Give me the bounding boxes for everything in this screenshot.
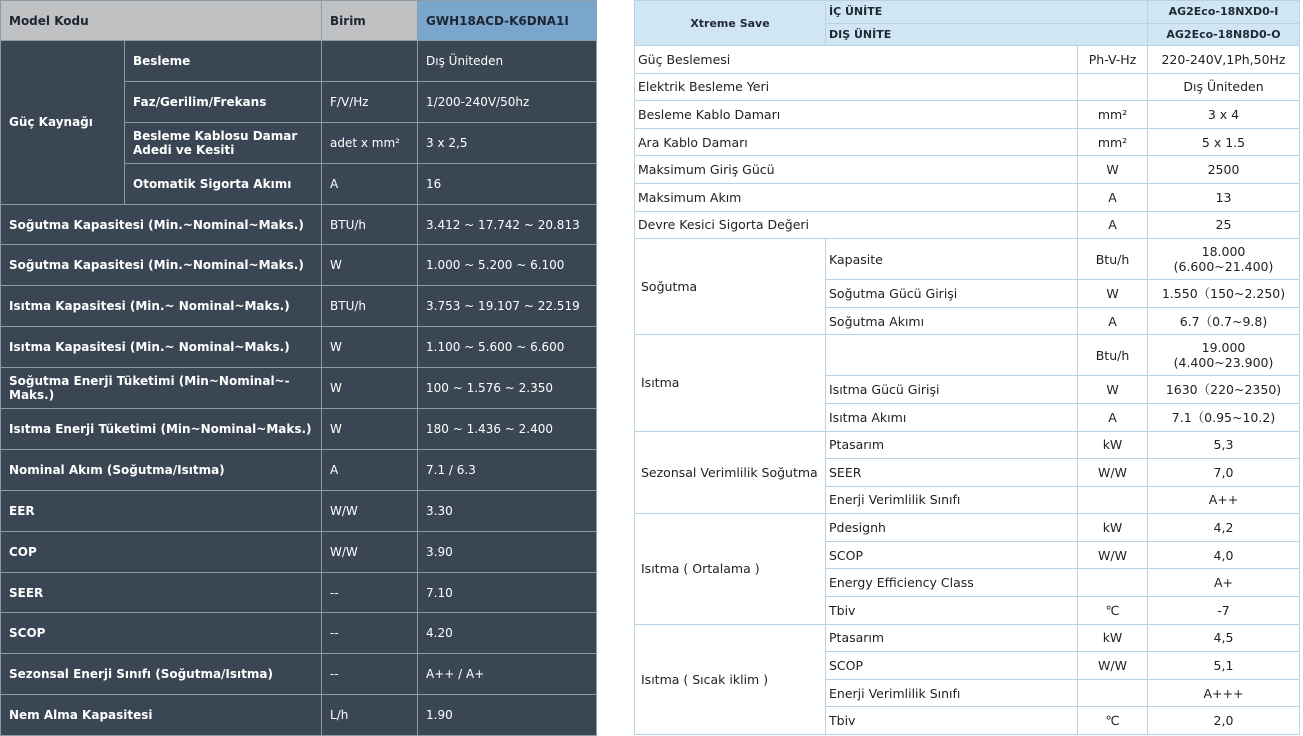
row-value: 3 x 2,5: [418, 122, 597, 163]
row-label: Isıtma Enerji Tüketimi (Min~Nominal~Maks.): [1, 409, 322, 450]
row-unit: W: [322, 327, 418, 368]
table-row: [1, 286, 597, 327]
row-value: [1148, 335, 1300, 376]
row-label: Besleme Kablo Damarı: [635, 101, 1078, 129]
row-label: SEER: [826, 459, 1078, 487]
row-unit: L/h: [322, 695, 418, 736]
table-row: [1, 490, 597, 531]
outdoor-unit-label: DIŞ ÜNİTE: [826, 23, 1148, 46]
row-value: 180 ~ 1.436 ~ 2.400: [418, 409, 597, 450]
row-unit: --: [322, 654, 418, 695]
row-value: Dış Üniteden: [1148, 73, 1300, 101]
row-label: Soğutma Akımı: [826, 307, 1078, 335]
row-unit: Btu/h: [1078, 239, 1148, 280]
row-unit: mm²: [1078, 128, 1148, 156]
group-label-heating: Isıtma: [635, 335, 826, 431]
row-unit: kW: [1078, 514, 1148, 542]
group-label-seasonal-cooling: Sezonsal Verimlilik Soğutma: [635, 431, 826, 514]
row-label: Faz/Gerilim/Frekans: [125, 81, 322, 122]
row-unit: [1078, 486, 1148, 514]
table-row: [635, 239, 1300, 280]
table-row: [1, 368, 597, 409]
row-unit: ℃: [1078, 596, 1148, 624]
table-row: [1, 613, 597, 654]
table-row: [1, 449, 597, 490]
row-label: Enerji Verimlilik Sınıfı: [826, 679, 1078, 707]
row-value-range: (6.600~21.400): [1173, 259, 1274, 275]
row-unit: W: [1078, 280, 1148, 308]
row-value: 3 x 4: [1148, 101, 1300, 129]
row-label: Isıtma Kapasitesi (Min.~ Nominal~Maks.): [1, 286, 322, 327]
row-value: 1.550（150~2.250): [1148, 280, 1300, 308]
row-unit: A: [1078, 307, 1148, 335]
row-label: Nominal Akım (Soğutma/Isıtma): [1, 449, 322, 490]
row-unit: BTU/h: [322, 286, 418, 327]
row-unit: Ph-V-Hz: [1078, 46, 1148, 74]
row-unit: W: [322, 368, 418, 409]
row-value: 7.10: [418, 572, 597, 613]
row-label: SCOP: [826, 541, 1078, 569]
row-value: 5,1: [1148, 652, 1300, 680]
row-unit: F/V/Hz: [322, 81, 418, 122]
row-label: Soğutma Gücü Girişi: [826, 280, 1078, 308]
row-unit: [322, 41, 418, 82]
row-label: Tbiv: [826, 596, 1078, 624]
row-label: Kapasite: [826, 239, 1078, 280]
table-row: [635, 73, 1300, 101]
row-unit: [1078, 73, 1148, 101]
row-unit: W/W: [322, 531, 418, 572]
row-unit: W: [1078, 156, 1148, 184]
row-label: Ptasarım: [826, 624, 1078, 652]
row-label: Besleme: [125, 41, 322, 82]
table-row: [1, 245, 597, 286]
left-header-row: [1, 1, 597, 41]
row-value: -7: [1148, 596, 1300, 624]
power-group-label: Güç Kaynağı: [1, 41, 125, 205]
left-spec-table: [0, 0, 597, 736]
row-label: Ptasarım: [826, 431, 1078, 459]
table-row: [635, 431, 1300, 459]
row-unit: BTU/h: [322, 204, 418, 245]
row-label: EER: [1, 490, 322, 531]
row-value: 7,0: [1148, 459, 1300, 487]
row-label: Enerji Verimlilik Sınıfı: [826, 486, 1078, 514]
row-unit: [1078, 679, 1148, 707]
right-header-row: [635, 1, 1300, 24]
row-value: 3.30: [418, 490, 597, 531]
row-value: 4.20: [418, 613, 597, 654]
row-unit: kW: [1078, 624, 1148, 652]
row-value: A+: [1148, 569, 1300, 597]
row-unit: A: [1078, 211, 1148, 239]
row-label: Soğutma Enerji Tüketimi (Min~Nominal~-Maks.): [1, 368, 322, 409]
outdoor-unit-model: AG2Eco-18N8D0-O: [1148, 23, 1300, 46]
row-label: Pdesignh: [826, 514, 1078, 542]
model-name-header: GWH18ACD-K6DNA1I: [418, 1, 597, 41]
row-value: 100 ~ 1.576 ~ 2.350: [418, 368, 597, 409]
table-row: [1, 204, 597, 245]
row-value-line: 19.000: [1201, 340, 1246, 356]
row-value: 13: [1148, 184, 1300, 212]
row-unit: A: [322, 163, 418, 204]
row-value-range: (4.400~23.900): [1173, 355, 1274, 371]
indoor-unit-model: AG2Eco-18NXD0-I: [1148, 1, 1300, 24]
row-value: 7.1 / 6.3: [418, 449, 597, 490]
row-value: Dış Üniteden: [418, 41, 597, 82]
group-label-heating-warm-climate: Isıtma ( Sıcak iklim ): [635, 624, 826, 734]
row-label: Ara Kablo Damarı: [635, 128, 1078, 156]
row-unit: [1078, 569, 1148, 597]
row-label: Sezonsal Enerji Sınıfı (Soğutma/Isıtma): [1, 654, 322, 695]
row-value: 1630（220~2350): [1148, 376, 1300, 404]
row-unit: ℃: [1078, 707, 1148, 735]
row-label: Otomatik Sigorta Akımı: [125, 163, 322, 204]
table-row: [1, 654, 597, 695]
row-value-line: 18.000: [1201, 244, 1246, 260]
group-label-cooling: Soğutma: [635, 239, 826, 335]
row-label: Güç Beslemesi: [635, 46, 1078, 74]
row-value: A++: [1148, 486, 1300, 514]
row-value: 5,3: [1148, 431, 1300, 459]
row-value: 16: [418, 163, 597, 204]
table-row: [1, 41, 597, 82]
row-value: 1/200-240V/50hz: [418, 81, 597, 122]
row-unit: W: [1078, 376, 1148, 404]
table-row: [635, 156, 1300, 184]
row-value: [1148, 239, 1300, 280]
row-unit: Btu/h: [1078, 335, 1148, 376]
row-value: 2,0: [1148, 707, 1300, 735]
row-label: Soğutma Kapasitesi (Min.~Nominal~Maks.): [1, 204, 322, 245]
table-row: [635, 128, 1300, 156]
row-unit: W/W: [1078, 652, 1148, 680]
row-label: Nem Alma Kapasitesi: [1, 695, 322, 736]
table-row: [635, 184, 1300, 212]
model-code-header: Model Kodu: [1, 1, 322, 41]
right-spec-table: [634, 0, 1300, 735]
table-row: [635, 46, 1300, 74]
table-row: [635, 514, 1300, 542]
table-row: [635, 335, 1300, 376]
row-label: Energy Efficiency Class: [826, 569, 1078, 597]
row-value: 3.412 ~ 17.742 ~ 20.813: [418, 204, 597, 245]
row-label: Isıtma Kapasitesi (Min.~ Nominal~Maks.): [1, 327, 322, 368]
row-unit: --: [322, 613, 418, 654]
row-label: SEER: [1, 572, 322, 613]
row-label: SCOP: [1, 613, 322, 654]
row-unit: W/W: [322, 490, 418, 531]
row-label: Tbiv: [826, 707, 1078, 735]
table-row: [635, 101, 1300, 129]
row-value: 4,2: [1148, 514, 1300, 542]
unit-header: Birim: [322, 1, 418, 41]
row-label: Maksimum Akım: [635, 184, 1078, 212]
row-unit: A: [1078, 403, 1148, 431]
row-unit: W/W: [1078, 541, 1148, 569]
row-value: 1.100 ~ 5.600 ~ 6.600: [418, 327, 597, 368]
table-row: [1, 531, 597, 572]
row-value: 3.753 ~ 19.107 ~ 22.519: [418, 286, 597, 327]
table-row: [635, 624, 1300, 652]
row-label: Devre Kesici Sigorta Değeri: [635, 211, 1078, 239]
row-value: 3.90: [418, 531, 597, 572]
row-label: Elektrik Besleme Yeri: [635, 73, 1078, 101]
row-label: Soğutma Kapasitesi (Min.~Nominal~Maks.): [1, 245, 322, 286]
table-row: [1, 327, 597, 368]
row-unit: adet x mm²: [322, 122, 418, 163]
row-label: [826, 335, 1078, 376]
row-label: Maksimum Giriş Gücü: [635, 156, 1078, 184]
row-label: Isıtma Gücü Girişi: [826, 376, 1078, 404]
row-value: 1.000 ~ 5.200 ~ 6.100: [418, 245, 597, 286]
row-value: A+++: [1148, 679, 1300, 707]
row-value: 220-240V,1Ph,50Hz: [1148, 46, 1300, 74]
row-unit: A: [1078, 184, 1148, 212]
table-row: [1, 695, 597, 736]
row-unit: kW: [1078, 431, 1148, 459]
indoor-unit-label: İÇ ÜNİTE: [826, 1, 1148, 24]
row-unit: W: [322, 245, 418, 286]
table-row: [1, 409, 597, 450]
row-unit: mm²: [1078, 101, 1148, 129]
row-value: 6.7（0.7~9.8): [1148, 307, 1300, 335]
row-label: SCOP: [826, 652, 1078, 680]
row-label: Isıtma Akımı: [826, 403, 1078, 431]
row-unit: --: [322, 572, 418, 613]
row-value: 2500: [1148, 156, 1300, 184]
row-value: 5 x 1.5: [1148, 128, 1300, 156]
row-value: 7.1（0.95~10.2): [1148, 403, 1300, 431]
row-value: A++ / A+: [418, 654, 597, 695]
row-unit: W/W: [1078, 459, 1148, 487]
row-value: 1.90: [418, 695, 597, 736]
row-label: Besleme Kablosu Damar Adedi ve Kesiti: [125, 122, 322, 163]
row-value: 4,0: [1148, 541, 1300, 569]
table-row: [635, 211, 1300, 239]
group-label-heating-average: Isıtma ( Ortalama ): [635, 514, 826, 624]
row-value: 4,5: [1148, 624, 1300, 652]
series-name: Xtreme Save: [635, 1, 826, 46]
table-row: [1, 572, 597, 613]
row-value: 25: [1148, 211, 1300, 239]
row-unit: A: [322, 449, 418, 490]
row-unit: W: [322, 409, 418, 450]
row-label: COP: [1, 531, 322, 572]
